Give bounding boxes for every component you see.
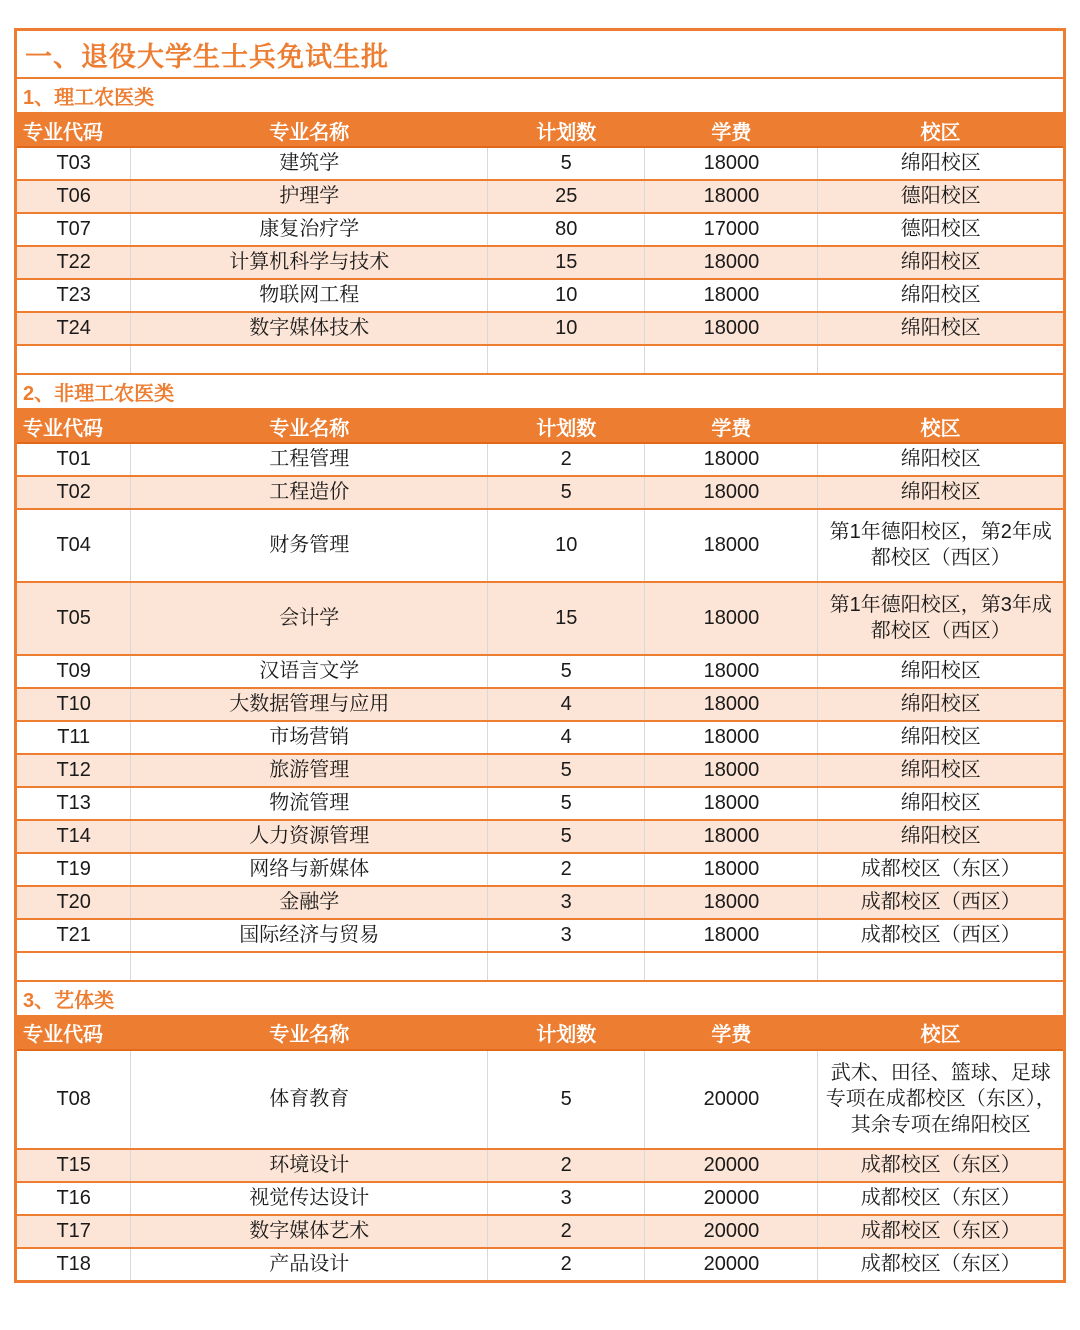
cell-tuition: 18000: [645, 180, 818, 213]
cell-campus: 绵阳校区: [818, 688, 1065, 721]
cell-name: 网络与新媒体: [131, 853, 488, 886]
empty-cell-code: [16, 345, 131, 374]
cell-code: T15: [16, 1149, 131, 1182]
column-header-campus: 校区: [818, 113, 1065, 147]
cell-code: T20: [16, 886, 131, 919]
section-title: 2、非理工农医类: [16, 374, 1065, 409]
section-title: 3、艺体类: [16, 981, 1065, 1016]
cell-code: T21: [16, 919, 131, 952]
cell-tuition: 18000: [645, 688, 818, 721]
cell-tuition: 18000: [645, 312, 818, 345]
cell-code: T03: [16, 147, 131, 180]
cell-code: T09: [16, 655, 131, 688]
cell-campus: 绵阳校区: [818, 246, 1065, 279]
cell-campus: 绵阳校区: [818, 443, 1065, 476]
cell-name: 汉语言文学: [131, 655, 488, 688]
cell-campus: 绵阳校区: [818, 721, 1065, 754]
table-row: [16, 886, 1065, 919]
cell-name: 计算机科学与技术: [131, 246, 488, 279]
section-title-row: [16, 374, 1065, 409]
cell-tuition: 18000: [645, 582, 818, 655]
table-row: [16, 443, 1065, 476]
cell-code: T01: [16, 443, 131, 476]
cell-code: T24: [16, 312, 131, 345]
cell-tuition: 18000: [645, 853, 818, 886]
table-row: [16, 509, 1065, 582]
cell-tuition: 20000: [645, 1050, 818, 1149]
cell-tuition: 20000: [645, 1248, 818, 1282]
cell-plan: 5: [488, 1050, 645, 1149]
table-row: [16, 582, 1065, 655]
cell-campus: 武术、田径、篮球、足球专项在成都校区（东区），其余专项在绵阳校区: [818, 1050, 1065, 1149]
cell-plan: 2: [488, 1215, 645, 1248]
column-header-plan: 计划数: [488, 1016, 645, 1050]
cell-name: 环境设计: [131, 1149, 488, 1182]
table-row: [16, 787, 1065, 820]
cell-plan: 10: [488, 509, 645, 582]
empty-cell-campus: [818, 345, 1065, 374]
cell-plan: 15: [488, 582, 645, 655]
cell-name: 工程造价: [131, 476, 488, 509]
cell-tuition: 18000: [645, 509, 818, 582]
cell-tuition: 18000: [645, 787, 818, 820]
section-title: 1、理工农医类: [16, 78, 1065, 113]
cell-code: T07: [16, 213, 131, 246]
cell-name: 数字媒体艺术: [131, 1215, 488, 1248]
cell-plan: 80: [488, 213, 645, 246]
cell-campus: 成都校区（西区）: [818, 919, 1065, 952]
empty-cell-plan: [488, 345, 645, 374]
column-header-campus: 校区: [818, 409, 1065, 443]
empty-cell-plan: [488, 952, 645, 981]
cell-campus: 绵阳校区: [818, 787, 1065, 820]
cell-tuition: 18000: [645, 754, 818, 787]
cell-name: 工程管理: [131, 443, 488, 476]
cell-campus: 德阳校区: [818, 180, 1065, 213]
cell-tuition: 18000: [645, 443, 818, 476]
column-header-name: 专业名称: [131, 1016, 488, 1050]
cell-tuition: 18000: [645, 147, 818, 180]
column-header-plan: 计划数: [488, 113, 645, 147]
cell-tuition: 20000: [645, 1182, 818, 1215]
cell-name: 物联网工程: [131, 279, 488, 312]
cell-plan: 3: [488, 886, 645, 919]
cell-code: T11: [16, 721, 131, 754]
cell-plan: 4: [488, 688, 645, 721]
cell-name: 视觉传达设计: [131, 1182, 488, 1215]
cell-code: T10: [16, 688, 131, 721]
cell-code: T16: [16, 1182, 131, 1215]
table-row: [16, 147, 1065, 180]
table-row: [16, 312, 1065, 345]
cell-tuition: 18000: [645, 246, 818, 279]
cell-plan: 10: [488, 312, 645, 345]
empty-row: [16, 345, 1065, 374]
cell-code: T17: [16, 1215, 131, 1248]
cell-campus: 绵阳校区: [818, 279, 1065, 312]
cell-plan: 4: [488, 721, 645, 754]
table-row: [16, 688, 1065, 721]
table-row: [16, 180, 1065, 213]
cell-tuition: 18000: [645, 279, 818, 312]
title-row: [16, 30, 1065, 79]
cell-campus: 绵阳校区: [818, 312, 1065, 345]
cell-campus: 绵阳校区: [818, 147, 1065, 180]
cell-code: T12: [16, 754, 131, 787]
cell-campus: 成都校区（东区）: [818, 1215, 1065, 1248]
cell-campus: 成都校区（东区）: [818, 1248, 1065, 1282]
table-row: [16, 820, 1065, 853]
admission-plan-table: [14, 28, 1066, 1283]
cell-campus: 绵阳校区: [818, 820, 1065, 853]
cell-name: 财务管理: [131, 509, 488, 582]
cell-campus: 成都校区（东区）: [818, 853, 1065, 886]
cell-campus: 成都校区（东区）: [818, 1149, 1065, 1182]
cell-name: 康复治疗学: [131, 213, 488, 246]
cell-plan: 10: [488, 279, 645, 312]
empty-cell-tuition: [645, 345, 818, 374]
table-row: [16, 213, 1065, 246]
cell-plan: 5: [488, 787, 645, 820]
cell-name: 国际经济与贸易: [131, 919, 488, 952]
cell-name: 旅游管理: [131, 754, 488, 787]
cell-name: 人力资源管理: [131, 820, 488, 853]
cell-plan: 5: [488, 820, 645, 853]
section-title-row: [16, 78, 1065, 113]
table-row: [16, 1182, 1065, 1215]
table-row: [16, 246, 1065, 279]
cell-plan: 25: [488, 180, 645, 213]
cell-campus: 第1年德阳校区，第2年成都校区（西区）: [818, 509, 1065, 582]
cell-plan: 5: [488, 655, 645, 688]
cell-tuition: 18000: [645, 886, 818, 919]
cell-plan: 3: [488, 1182, 645, 1215]
cell-plan: 2: [488, 443, 645, 476]
cell-campus: 绵阳校区: [818, 476, 1065, 509]
page-title: 一、退役大学生士兵免试生批: [16, 30, 1065, 79]
cell-campus: 第1年德阳校区，第3年成都校区（西区）: [818, 582, 1065, 655]
table-row: [16, 853, 1065, 886]
cell-code: T23: [16, 279, 131, 312]
cell-code: T14: [16, 820, 131, 853]
cell-campus: 成都校区（西区）: [818, 886, 1065, 919]
cell-name: 建筑学: [131, 147, 488, 180]
table-row: [16, 279, 1065, 312]
admission-plan-document: [14, 28, 1066, 1283]
table-row: [16, 655, 1065, 688]
cell-code: T05: [16, 582, 131, 655]
cell-code: T02: [16, 476, 131, 509]
table-row: [16, 1050, 1065, 1149]
cell-plan: 5: [488, 754, 645, 787]
column-header-tuition: 学费: [645, 1016, 818, 1050]
cell-plan: 15: [488, 246, 645, 279]
cell-tuition: 18000: [645, 919, 818, 952]
cell-code: T13: [16, 787, 131, 820]
empty-cell-name: [131, 952, 488, 981]
cell-tuition: 18000: [645, 655, 818, 688]
cell-tuition: 17000: [645, 213, 818, 246]
cell-name: 数字媒体技术: [131, 312, 488, 345]
column-header-tuition: 学费: [645, 113, 818, 147]
column-header-row: [16, 113, 1065, 147]
cell-campus: 成都校区（东区）: [818, 1182, 1065, 1215]
table-row: [16, 919, 1065, 952]
cell-name: 金融学: [131, 886, 488, 919]
cell-campus: 德阳校区: [818, 213, 1065, 246]
cell-plan: 2: [488, 1248, 645, 1282]
empty-cell-campus: [818, 952, 1065, 981]
cell-plan: 2: [488, 853, 645, 886]
cell-tuition: 18000: [645, 820, 818, 853]
cell-name: 市场营销: [131, 721, 488, 754]
cell-name: 会计学: [131, 582, 488, 655]
table-row: [16, 754, 1065, 787]
cell-campus: 绵阳校区: [818, 754, 1065, 787]
section-title-row: [16, 981, 1065, 1016]
empty-cell-code: [16, 952, 131, 981]
cell-plan: 5: [488, 147, 645, 180]
cell-tuition: 18000: [645, 476, 818, 509]
cell-campus: 绵阳校区: [818, 655, 1065, 688]
empty-cell-tuition: [645, 952, 818, 981]
column-header-row: [16, 409, 1065, 443]
column-header-name: 专业名称: [131, 113, 488, 147]
cell-code: T22: [16, 246, 131, 279]
cell-name: 大数据管理与应用: [131, 688, 488, 721]
cell-name: 体育教育: [131, 1050, 488, 1149]
column-header-campus: 校区: [818, 1016, 1065, 1050]
cell-plan: 3: [488, 919, 645, 952]
column-header-plan: 计划数: [488, 409, 645, 443]
table-row: [16, 1215, 1065, 1248]
column-header-tuition: 学费: [645, 409, 818, 443]
table-row: [16, 721, 1065, 754]
empty-cell-name: [131, 345, 488, 374]
cell-code: T06: [16, 180, 131, 213]
cell-name: 物流管理: [131, 787, 488, 820]
cell-code: T19: [16, 853, 131, 886]
column-header-code: 专业代码: [16, 113, 131, 147]
column-header-name: 专业名称: [131, 409, 488, 443]
cell-code: T04: [16, 509, 131, 582]
table-body: [16, 30, 1065, 1282]
column-header-code: 专业代码: [16, 409, 131, 443]
cell-tuition: 20000: [645, 1215, 818, 1248]
cell-plan: 5: [488, 476, 645, 509]
empty-row: [16, 952, 1065, 981]
table-row: [16, 1149, 1065, 1182]
cell-code: T08: [16, 1050, 131, 1149]
cell-tuition: 18000: [645, 721, 818, 754]
column-header-row: [16, 1016, 1065, 1050]
cell-code: T18: [16, 1248, 131, 1282]
column-header-code: 专业代码: [16, 1016, 131, 1050]
table-row: [16, 1248, 1065, 1282]
cell-plan: 2: [488, 1149, 645, 1182]
table-row: [16, 476, 1065, 509]
cell-name: 护理学: [131, 180, 488, 213]
cell-tuition: 20000: [645, 1149, 818, 1182]
cell-name: 产品设计: [131, 1248, 488, 1282]
